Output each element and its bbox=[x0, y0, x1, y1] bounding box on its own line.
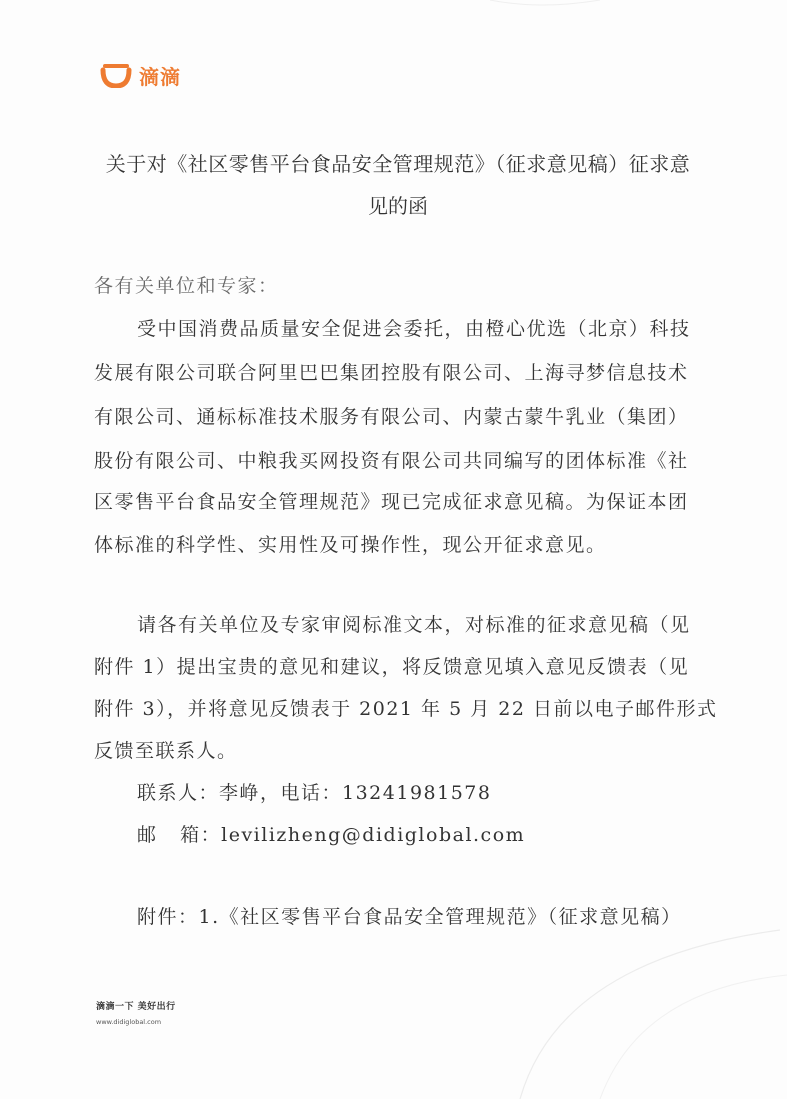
paragraph-2-line: 附件 3），并将意见反馈表于 2021 年 5 月 22 日前以电子邮件形式 bbox=[94, 698, 718, 720]
document-title-line-1: 关于对《社区零售平台食品安全管理规范》（征求意见稿）征求意 bbox=[105, 152, 691, 176]
paragraph-1-line: 受中国消费品质量安全促进会委托，由橙心优选（北京）科技 bbox=[137, 318, 691, 340]
paragraph-1-line: 发展有限公司联合阿里巴巴集团控股有限公司、上海寻梦信息技术 bbox=[94, 362, 689, 384]
paragraph-1-line: 股份有限公司、中粮我买网投资有限公司共同编写的团体标准《社 bbox=[94, 450, 689, 472]
document-title-line-2: 见的函 bbox=[368, 194, 428, 218]
paragraph-1-line: 有限公司、通标标准技术服务有限公司、内蒙古蒙牛乳业（集团） bbox=[94, 406, 689, 428]
paragraph-1-line: 区零售平台食品安全管理规范》现已完成征求意见稿。为保证本团 bbox=[94, 491, 689, 513]
brand-name: 滴滴 bbox=[139, 64, 181, 89]
paragraph-2-line: 反馈至联系人。 bbox=[94, 740, 238, 762]
contact-email: 邮 箱：levilizheng@didiglobal.com bbox=[137, 824, 526, 846]
salutation: 各有关单位和专家： bbox=[94, 275, 279, 297]
attachment-line: 附件：1.《社区零售平台食品安全管理规范》（征求意见稿） bbox=[137, 906, 682, 928]
paragraph-2-line: 附件 1）提出宝贵的意见和建议，将反馈意见填入意见反馈表（见 bbox=[94, 656, 690, 678]
footer-slogan: 滴滴一下 美好出行 bbox=[96, 1002, 176, 1012]
didi-logo-icon bbox=[99, 62, 133, 88]
paragraph-1-line: 体标准的科学性、实用性及可操作性，现公开征求意见。 bbox=[94, 534, 607, 556]
footer-url: www.didiglobal.com bbox=[96, 1018, 162, 1026]
didi-logo bbox=[99, 60, 181, 90]
paragraph-2-line: 请各有关单位及专家审阅标准文本，对标准的征求意见稿（见 bbox=[137, 614, 691, 636]
contact-person: 联系人：李峥，电话：13241981578 bbox=[137, 782, 492, 804]
